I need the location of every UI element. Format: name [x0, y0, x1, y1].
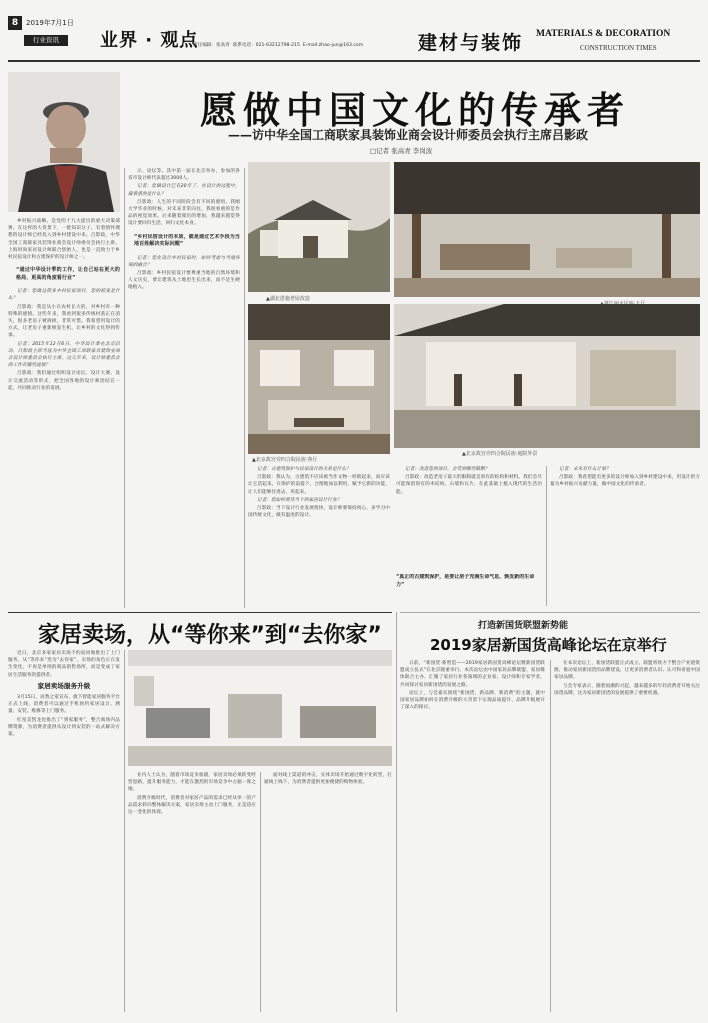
interview-intro: 乡村振兴战略，是党的十九大提出的重大决策部署。在这样的大背景下，一批知识分子、有着情怀理想的设计师已经投入到乡村建设中来。吕影政，中华全国工商联家具装饰业商会设计师委员会执行主席，上海时尚家居设计师联合创始人，也是一直致力于乡村民宿设计和古建保护的设计师之一。	[8, 219, 120, 261]
interview-col-5	[550, 466, 700, 606]
question-1: 记者：您做过很多乡村民宿项目，您的初衷是什么？	[8, 289, 120, 302]
caption-courtyard-living: ▲北京故宫旁四合院民宿·客厅	[252, 457, 318, 463]
interview-col-3	[248, 466, 390, 606]
paper-name: 建材与装饰	[418, 32, 524, 54]
issue-date: 2019年7月1日	[26, 19, 74, 27]
photo-lishui-hall	[394, 162, 700, 297]
paper-en-subtitle: CONSTRUCTION TIMES	[580, 44, 657, 52]
market-para-1: 近日，北京多家家居卖场不约而同地推出了上门服务，从“等你来”变为“去你家”。卖场的角色正在发生变化，不再是单纯的商品销售场所，而是变成了家居生活服务的提供者。	[8, 651, 120, 678]
market-col-divider-1	[124, 650, 125, 1012]
answer-2: 吕影政：我们通过组织设计论坛、设计大赛、设计交流活动等形式，把全国各地的设计师团结在一起，共同推动行业的发展。	[8, 371, 120, 391]
forum-col-2	[554, 660, 700, 1012]
portrait-figure	[8, 72, 120, 212]
editor-line	[193, 42, 363, 48]
answer-7: 吕影政：改造老房子最大的限制就是原有的结构和材料。我们会尽可能保留原有的木结构、石墙和瓦片，在此基础上植入现代的生活功能。	[396, 475, 542, 495]
interview-title: 愿做中国文化的传承者	[200, 89, 630, 132]
page-number: 8	[11, 18, 19, 28]
market-title: 家居卖场，从“等你来”到“去你家”	[38, 623, 382, 648]
question-3: 记者：您做设计已有20年了，在设计的过程中，最看重的是什么？	[128, 184, 240, 197]
question-7: 记者：改造您的项目，会受到哪些限制？	[405, 467, 490, 472]
market-para-6: 面对线上渠道的冲击，实体卖场开始通过数字化转型，打通线上线下，为消费者提供更加便捷的购物体验。	[264, 773, 392, 786]
market-col-1	[8, 650, 120, 1012]
caption-enshi: ▲湖北恩施老屋改造	[266, 296, 310, 302]
answer-4: 吕影政：乡村民宿设计要尊重当地的自然环境和人文历史，要让建筑从土地里生长出来，而不是生硬地植入。	[128, 271, 240, 291]
col2-text-1: 示、论坛等。其中第一届在北京举办，参加的各省市设计师代表超过3000人。	[128, 169, 240, 182]
editor-phone: 联系电话：021-63212798-215	[232, 43, 300, 48]
forum-para-4: 与会专家表示，随着国潮的兴起，越来越多的年轻消费者开始关注国货品牌，这为家居新国货的发展提供了重要机遇。	[554, 683, 700, 696]
answer-6: 吕影政：当下设计行业发展很快，设计师要保持初心，多学习中国传统文化，做有温度的设计。	[248, 506, 390, 519]
photo-enshi-house	[248, 162, 390, 292]
photo-courtyard-exterior	[394, 304, 700, 448]
pull-quote-2: “乡村民宿设计的本质，就是通过艺术手段为当地百姓解决实际问题”	[134, 233, 240, 248]
portrait-photo	[8, 72, 120, 212]
market-para-3: 红星美凯龙也推出了“到家服务”，整合商场内品牌资源，为消费者提供从设计到安装的一站式解决方案。	[8, 717, 120, 738]
courtyard-living-image	[248, 304, 390, 454]
pull-quote-3: “真正的古建筑保护，是要让房子充满生命气息，焕发新的生命力”	[396, 574, 535, 588]
interview-subtitle: ——访中华全国工商联家具装饰业商会设计师委员会执行主席吕影政	[228, 128, 589, 142]
photo-showroom	[128, 650, 392, 766]
question-5: 记者：古建筑保护与民宿设计的关系是什么？	[257, 467, 351, 472]
page-number-box	[8, 16, 22, 30]
forum-top-rule	[400, 612, 700, 613]
question-2: 记者：2015年12月6日，中华设计季在北京启动，吕影政主席当选为中华全国工商联家具装饰业商会设计师委员会执行主席。这几年来，设计师委员会的工作有哪些进展？	[8, 341, 120, 369]
col-divider-3	[546, 466, 547, 606]
forum-col-divider	[550, 660, 551, 1012]
interview-col-2	[128, 168, 240, 608]
section-title: 业界 · 观点	[100, 30, 199, 51]
forum-para-2: 论坛上，与会嘉宾围绕“新国货、新品牌、新消费”的主题，就中国家居品牌如何在消费升级的大背景下实现品质提升、品牌升级展开了深入的探讨。	[400, 690, 545, 711]
forum-para-3: 在本次论坛上，新国货联盟正式成立。联盟将致力于整合产业链资源，推动家居新国货的品牌建设，让更多消费者认识、认可和喜爱中国家居品牌。	[554, 661, 700, 681]
answer-5: 吕影政：我认为，古建筑不应该被当作文物一样锁起来，而应该让它活起来。在保护的前提下，合理地加以利用，赋予它新的功能，让人们能够住进去、用起来。	[248, 475, 390, 495]
market-para-5: 消费升级时代，消费者对家居产品的需求已经从单一的产品需求转向整体解决方案，家居卖场主动上门服务，正是适应这一变化的体现。	[128, 795, 256, 816]
forum-title: 2019家居新国货高峰论坛在京举行	[430, 636, 667, 654]
showroom-image	[128, 650, 392, 766]
editor-email: E-mail:zhao-jun@163.com	[302, 43, 364, 48]
pull-quote-1: “通过中华设计季的工作，让自己站在更大的格局、更高的角度看行业”	[16, 267, 120, 281]
question-6: 记者：您如何看待当下的家居设计行业？	[257, 497, 342, 503]
answer-3: 吕影政：人生的不同阶段会有不同的感悟。我刚大学毕业的时候，对未来非常向往，我很看重的是作品的视觉效果。后来随着阅历的增加，我越来越觉得设计要回归生活，回归文化本身。	[128, 199, 240, 227]
paper-en-title: MATERIALS & DECORATION	[536, 29, 671, 39]
question-4: 记者：您在设计乡村民宿时，如何考虑与当地环境的融合？	[128, 255, 240, 268]
forum-col-1	[400, 660, 545, 1012]
enshi-house-image	[248, 162, 390, 292]
forum-left-divider	[396, 612, 397, 1012]
courtyard-exterior-image	[394, 304, 700, 448]
col-divider-2	[244, 168, 245, 608]
forum-kicker: 打造新国货联盟新势能	[478, 621, 569, 631]
header-rule	[8, 60, 700, 62]
market-col-2	[128, 772, 256, 1012]
answer-8: 吕影政：我希望能有更多的设计师加入到乡村建设中来，用设计的力量为乡村振兴贡献力量，做中国文化的传承者。	[550, 475, 700, 488]
lishui-hall-image	[394, 162, 700, 297]
editor-name: 责任编辑：张高青	[193, 43, 230, 48]
caption-courtyard-exterior: ▲北京故宫旁四合院民宿·庭院外景	[462, 451, 538, 457]
interview-byline: □记者 张高青 李岗波	[370, 147, 433, 155]
interview-col-4	[396, 466, 542, 572]
photo-courtyard-living	[248, 304, 390, 454]
market-col-divider-2	[260, 772, 261, 1012]
col-divider-1	[124, 168, 125, 608]
answer-1: 吕影政：我是从小在农村长大的，对乡村有一种特殊的感情。这些年来，我看到很多传统村落正在消失，很多老房子被拆掉，非常可惜。我希望用设计的方式，让老房子重新焕发生机，让乡村的文化得到传承。	[8, 304, 120, 339]
market-para-4: 业内人士认为，随着市场竞争加剧，家居卖场必须转变经营思路，提升服务能力，才能在激烈的市场竞争中占据一席之地。	[128, 773, 256, 793]
question-8: 记者：未来有什么计划？	[559, 467, 611, 472]
market-col-3	[264, 772, 392, 1012]
market-top-rule	[8, 612, 392, 613]
market-para-2: 3月15日，居然之家宣布，旗下智能家居服务平台正式上线，消费者可以通过手机预约家居设计、测量、安装、维修等上门服务。	[8, 695, 120, 715]
market-subhead: 家居卖场服务升级	[37, 681, 91, 690]
section-tag: 行业资讯	[24, 35, 68, 46]
forum-para-1: 日前，“新国货·新智造——2019家居新国货高峰论坛暨新国货联盟成立仪式”在北京隆重举行。本次论坛由中国家居品牌联盟、家居媒体联合主办，汇聚了家居行业各领域的企业家、设计师和专家学者，共同探讨家居新国货的发展之路。	[400, 661, 545, 688]
interview-col-1	[8, 218, 120, 606]
page-header	[0, 0, 708, 62]
